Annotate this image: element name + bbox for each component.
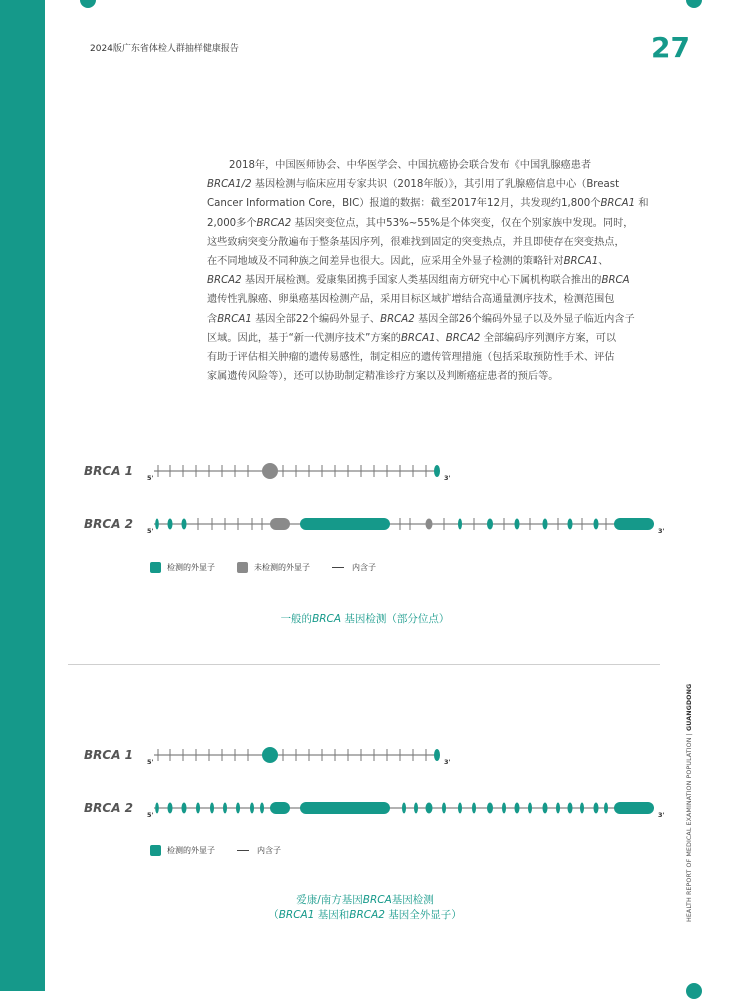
intron-swatch: [332, 567, 344, 569]
exon-mark: [543, 519, 548, 530]
exon-pill: [614, 802, 654, 814]
caption1-gene: BRCA: [312, 613, 342, 625]
legend-detected-label: 检测的外显子: [167, 563, 215, 572]
gene-name: BRCA1: [563, 256, 599, 268]
caption2-gene1: BRCA1: [278, 909, 315, 921]
body-text-segment: 基因全部22个编码外显子、: [251, 313, 381, 325]
gene-name: BRCA1: [600, 198, 636, 210]
exon-mark: [487, 803, 493, 814]
caption2-gene: BRCA: [362, 894, 392, 906]
caption2-pre: 爱康/南方基因: [296, 894, 363, 906]
five-prime-label: 5': [147, 474, 154, 482]
exon-pill: [434, 465, 440, 477]
caption2-post2: 基因全外显子）: [384, 909, 462, 921]
exon-mark: [250, 803, 254, 814]
exon-mark: [604, 803, 608, 814]
exon-mark: [515, 519, 520, 530]
gene-name: BRCA1/2: [207, 179, 252, 191]
gene-name: BRCA2: [380, 313, 415, 325]
body-text-segment: 遗传性乳腺癌、卵巢癌基因检测产品，采用目标区域扩增结合高通量测序技术，检测范围包: [207, 294, 615, 306]
three-prime-label: 3': [658, 811, 665, 819]
exon-large: [262, 463, 278, 479]
body-text-segment: 这些致病突变分散遍布于整条基因序列，很难找到固定的突变热点，并且即使存在突变热点，: [207, 236, 625, 248]
exon-mark: [426, 519, 433, 530]
legend-detected: [150, 562, 215, 573]
body-text-segment: 、: [435, 332, 446, 344]
exon-mark: [568, 519, 573, 530]
exon-pill: [300, 802, 390, 814]
exon-mark: [414, 803, 418, 814]
legend2-detected-label: 检测的外显子: [167, 846, 215, 855]
exon-pill: [614, 518, 654, 530]
body-text-segment: 含: [207, 313, 218, 325]
exon-mark: [402, 803, 406, 814]
exon-mark: [528, 803, 532, 814]
side-vertical-text: [686, 684, 693, 922]
exon-mark: [155, 519, 159, 530]
exon-mark: [155, 803, 159, 814]
body-text-segment: 2,000多个: [207, 217, 257, 229]
legend-2: [150, 845, 303, 856]
body-text-segment: 2018年，中国医师协会、中华医学会、中国抗癌协会联合发布《中国乳腺癌患者: [229, 160, 592, 171]
caption2-post: 基因检测: [391, 894, 434, 906]
exon-pill: [270, 518, 290, 530]
legend-1: [150, 562, 398, 573]
exon-mark: [236, 803, 240, 814]
exon-mark: [196, 803, 200, 814]
exon-mark: [182, 519, 187, 530]
legend-intron: [332, 562, 376, 573]
body-text-segment: 全部编码序列测序方案，可以: [480, 332, 617, 344]
diagram2-caption: [70, 893, 660, 923]
exon-pill: [434, 749, 440, 761]
legend-undetected: [237, 562, 310, 573]
gene-name: BRCA: [601, 275, 630, 287]
side-text-main: HEALTH REPORT OF MEDICAL EXAMINATION POPULATION |: [686, 731, 693, 922]
exon-mark: [487, 519, 493, 530]
report-title: 2024版广东省体检人群抽样健康报告: [90, 44, 239, 54]
gene-label: BRCA 1: [84, 464, 134, 478]
exon-mark: [182, 803, 187, 814]
diagram1-caption: [70, 612, 660, 627]
body-text-segment: 区域。因此，基于“新一代测序技术”方案的: [207, 332, 401, 344]
exon-mark: [515, 803, 520, 814]
section-divider: [68, 664, 660, 665]
caption1-post: 基因检测（部分位点）: [341, 613, 450, 625]
caption2-open: （: [268, 909, 279, 921]
page-number: 27: [651, 31, 690, 64]
gene-label: BRCA 1: [84, 748, 134, 762]
exon-mark: [168, 803, 173, 814]
caption2-mid: 基因和: [314, 909, 350, 921]
three-prime-label: 3': [444, 474, 451, 482]
three-prime-label: 3': [658, 527, 665, 535]
exon-mark: [210, 803, 214, 814]
exon-mark: [426, 803, 433, 814]
body-text-segment: 在不同地域及不同种族之间差异也很大。因此，应采用全外显子检测的策略针对: [207, 256, 564, 268]
body-text-segment: 基因检测与临床应用专家共识（2018年版）》，其引用了乳腺癌信息中心（Breast: [251, 179, 620, 191]
body-text-segment: 家属遗传风险等），还可以协助制定精准诊疗方案以及判断癌症患者的预后等。: [207, 371, 559, 383]
body-text-segment: 基因全部26个编码外显子以及外显子临近内含子: [414, 313, 635, 325]
body-text-segment: 有助于评估相关肿瘤的遗传易感性，制定相应的遗传管理措施（包括采取预防性手术、评估: [207, 352, 615, 364]
legend-intron-label: 内含子: [352, 563, 376, 572]
detected-swatch: [150, 562, 161, 573]
exon-mark: [223, 803, 227, 814]
exon-mark: [472, 803, 476, 814]
five-prime-label: 5': [147, 527, 154, 535]
gene-name: BRCA1: [217, 313, 252, 325]
exon-pill: [270, 802, 290, 814]
exon-mark: [458, 803, 462, 814]
exon-mark: [568, 803, 573, 814]
gene-name: BRCA2: [445, 332, 481, 344]
exon-mark: [543, 803, 548, 814]
exon-mark: [594, 803, 599, 814]
exon-mark: [458, 519, 462, 530]
body-text-segment: 和: [635, 198, 649, 210]
gene-name: BRCA2: [207, 275, 242, 287]
five-prime-label: 5': [147, 811, 154, 819]
gene-label: BRCA 2: [84, 517, 134, 531]
gene-label: BRCA 2: [84, 801, 134, 815]
legend2-intron: [237, 845, 281, 856]
five-prime-label: 5': [147, 758, 154, 766]
intron-swatch-2: [237, 850, 249, 852]
gene-name: BRCA1: [400, 332, 436, 344]
three-prime-label: 3': [444, 758, 451, 766]
legend-undetected-label: 未检测的外显子: [254, 563, 310, 572]
exon-mark: [556, 803, 560, 814]
side-text-bold: GUANGDONG: [686, 683, 693, 732]
caption2-line1: [70, 893, 660, 908]
detected-swatch-2: [150, 845, 161, 856]
caption2-gene2: BRCA2: [349, 909, 385, 921]
exon-mark: [168, 519, 173, 530]
body-text-segment: 基因突变位点，其中53%~55%是个体突变，仅在个别家族中发现。同时，: [291, 217, 634, 229]
caption2-line2: [70, 908, 660, 923]
body-text-segment: 基因开展检测。爱康集团携手国家人类基因组南方研究中心下属机构联合推出的: [241, 275, 602, 287]
undetected-swatch: [237, 562, 248, 573]
legend2-intron-label: 内含子: [257, 846, 281, 855]
gene-name: BRCA2: [256, 217, 292, 229]
caption1-pre: 一般的: [280, 613, 313, 625]
body-text-segment: Cancer Information Core，BIC）报道的数据：截至2017年12月，共发现约1,800个: [207, 198, 601, 210]
body-text-segment: 、: [598, 256, 609, 268]
exon-mark: [580, 803, 584, 814]
exon-pill: [300, 518, 390, 530]
legend2-detected: [150, 845, 215, 856]
exon-mark: [502, 803, 506, 814]
exon-large: [262, 747, 278, 763]
exon-mark: [442, 803, 446, 814]
exon-mark: [260, 803, 264, 814]
exon-mark: [594, 519, 599, 530]
